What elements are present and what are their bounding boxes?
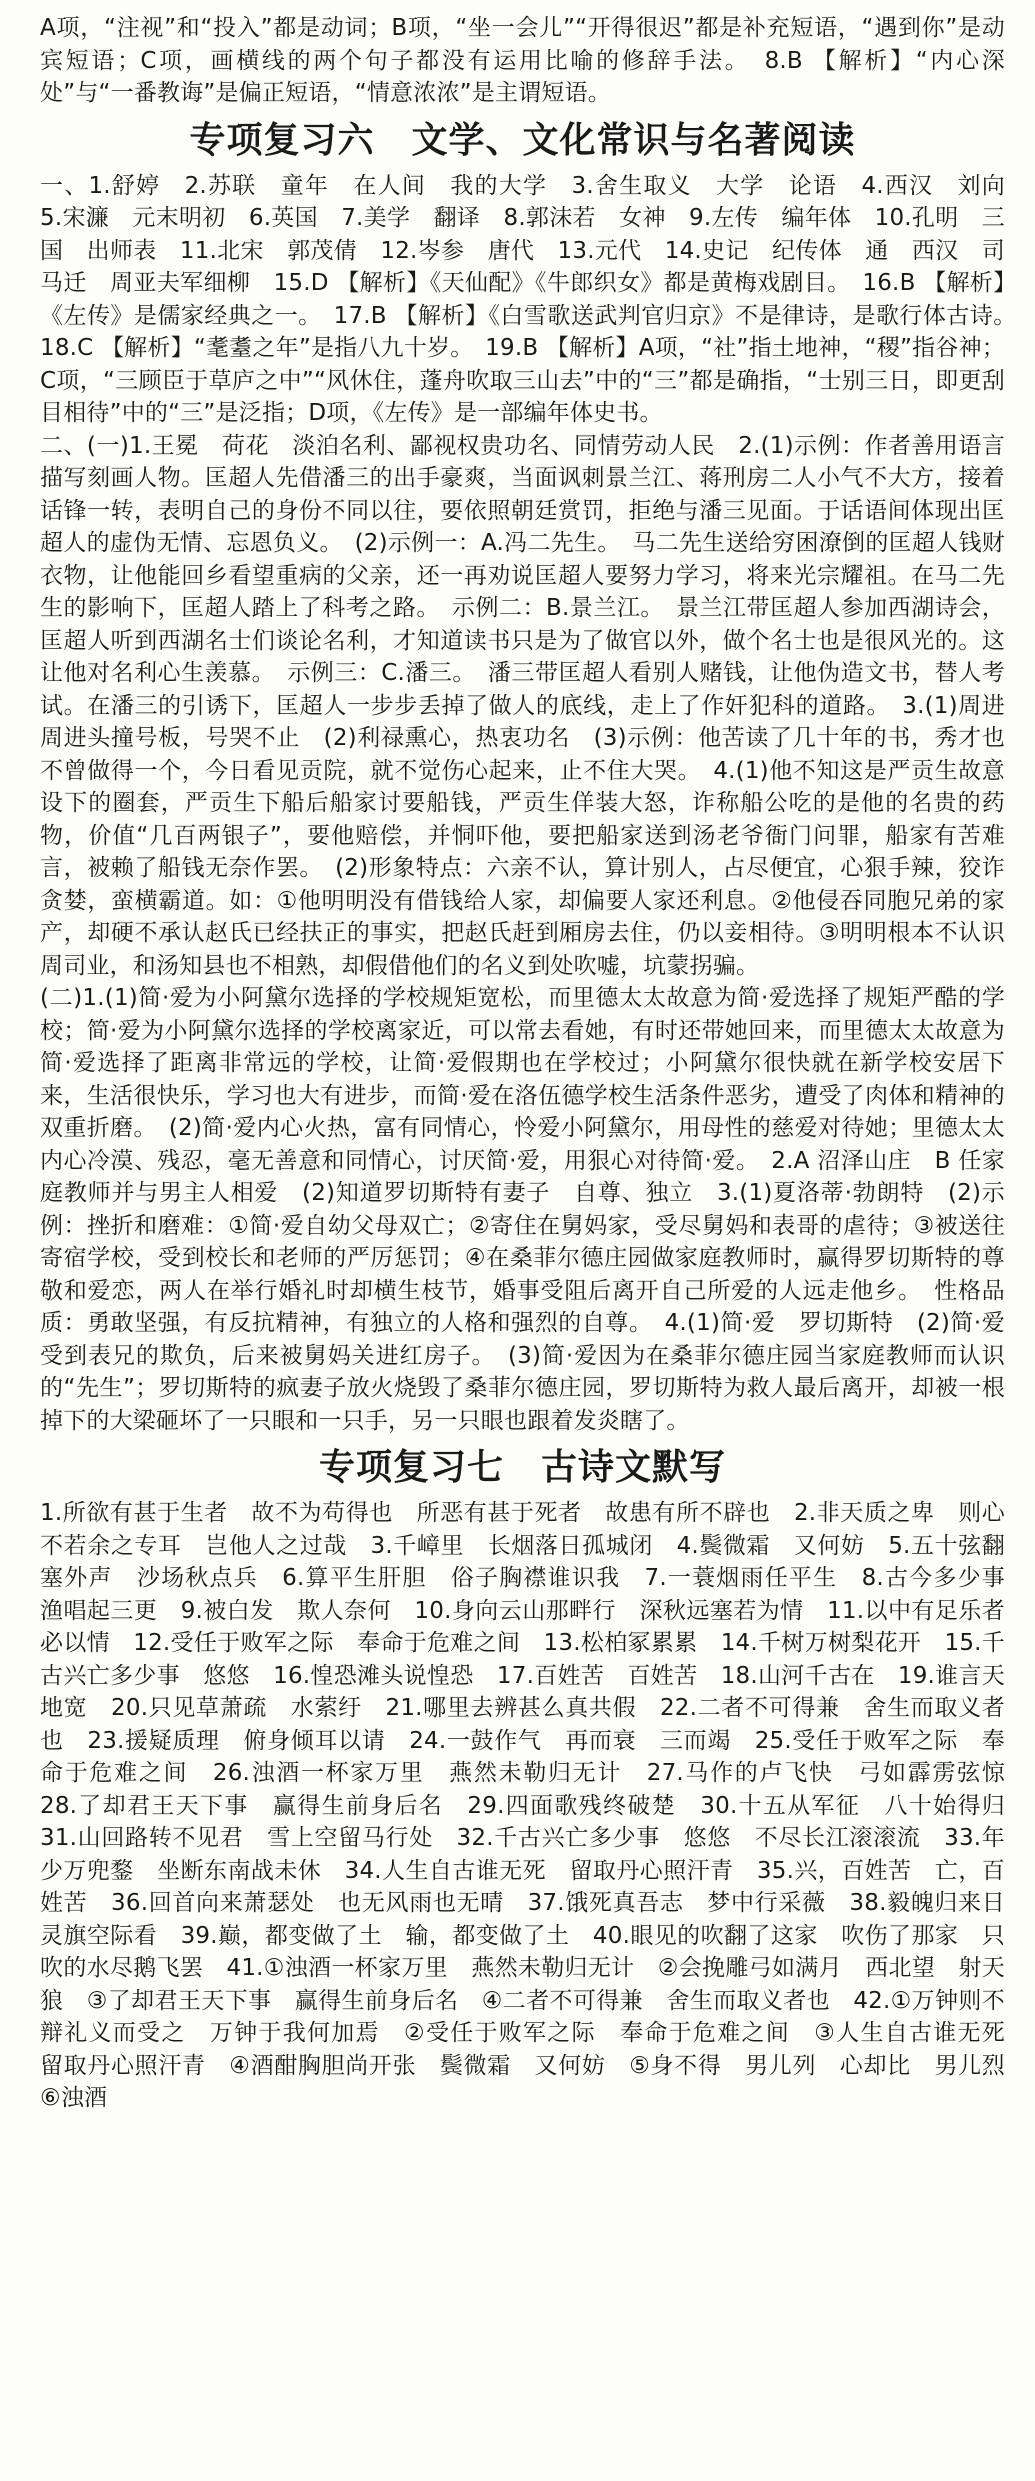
section-7-title: 专项复习七 古诗文默写: [318, 1447, 726, 1488]
intro-paragraph: A项，“注视”和“投入”都是动词；B项，“坐一会儿”“开得很迟”都是补充短语，“遇到你”是动宾短语；C项，画横线的两个句子都没有运用比喻的修辞手法。 8.B 【解析】“内心深处”与“一番教诲”是偏正短语，“情意浓浓”是主谓短语。: [40, 15, 1005, 106]
section-6-part-2-1: 二、(一)1.王冕 荷花 淡泊名利、鄙视权贵功名、同情劳动人民 2.(1)示例：作者善用语言描写刻画人物。匡超人先借潘三的出手豪爽，当面讽刺景兰江、蒋刑房二人小气不大方，接着话锋一转，表明自己的身份不同以往，要依照朝廷赏罚，拒绝与潘三见面。于话语间体现出匡超人的虚伪无情、忘恩负义。 (2)示例一：A.冯二先生。 马二先生送给穷困潦倒的匡超人钱财衣物，让他能回乡看望重病的父亲，还一再劝说匡超人要努力学习，将来光宗耀祖。在马二先生的影响下，匡超人踏上了科考之路。 示例二：B.景兰江。 景兰江带匡超人参加西湖诗会，匡超人听到西湖名士们谈论名利，才知道读书只是为了做官以外，做个名士也是很风光的。这让他对名利心生羡慕。 示例三：C.潘三。 潘三带匡超人看别人赌钱，让他伪造文书，替人考试。在潘三的引诱下，匡超人一步步丢掉了做人的底线，走上了作奸犯科的道路。 3.(1)周进 周进头撞号板，号哭不止 (2)利禄熏心，热衷功名 (3)示例：他苦读了几十年的书，秀才也不曾做得一个，今日看见贡院，就不觉伤心起来，止不住大哭。 4.(1)他不知这是严贡生故意设下的圈套，严贡生下船后船家讨要船钱，严贡生佯装大怒，诈称船公吃的是他的名贵的药物，价值“几百两银子”，要他赔偿，并恫吓他，要把船家送到汤老爷衙门问罪，船家有苦难言，被赖了船钱无奈作罢。 (2)形象特点：六亲不认，算计别人，占尽便宜，心狠手辣，狡诈贪婪，蛮横霸道。如：①他明明没有借钱给人家，却偏要人家还利息。②他侵吞同胞兄弟的家产，却硬不承认赵氏已经扶正的事实，把赵氏赶到厢房去住，仍以妾相待。③明明根本不认识周司业，和汤知县也不相熟，却假借他们的名义到处吹嘘，坑蒙拐骗。: [40, 432, 1029, 979]
section-6-part-1: 一、1.舒婷 2.苏联 童年 在人间 我的大学 3.舍生取义 大学 论语 4.西汉 刘向 5.宋濂 元末明初 6.英国 7.美学 翻译 8.郭沫若 女神 9.左传 编年体 10.孔明 三国 出师表 11.北宋 郭茂倩 12.岑参 唐代 13.元代 14.史记 纪传体 通 西汉 司马迁 周亚夫军细柳 15.D 【解析】《天仙配》《牛郎织女》都是黄梅戏剧目。 16.B 【解析】《左传》是儒家经典之一。 17.B 【解析】《白雪歌送武判官归京》不是律诗，是歌行体古诗。 18.C 【解析】“耄耋之年”是指八九十岁。 19.B 【解析】A项，“社”指土地神，“稷”指谷神；C项，“三顾臣于草庐之中”“风休住，蓬舟吹取三山去”中的“三”都是确指，“士别三日，即更刮目相待”中的“三”是泛指；D项，《左传》是一部编年体史书。: [40, 172, 1029, 426]
section-7-answers: 1.所欲有甚于生者 故不为苟得也 所恶有甚于死者 故患有所不辟也 2.非天质之卑 则心不若余之专耳 岂他人之过哉 3.千嶂里 长烟落日孤城闭 4.鬓微霜 又何妨 5.五十弦翻塞外声 沙场秋点兵 6.算平生肝胆 俗子胸襟谁识我 7.一蓑烟雨任平生 8.古今多少事 渔唱起三更 9.被白发 欺人奈何 10.身向云山那畔行 深秋远塞若为情 11.以中有足乐者 必以情 12.受任于败军之际 奉命于危难之间 13.松柏冢累累 14.千树万树梨花开 15.千古兴亡多少事 悠悠 16.惶恐滩头说惶恐 17.百姓苦 百姓苦 18.山河千古在 19.谁言天地宽 20.只见草萧疏 水萦纡 21.哪里去辨甚么真共假 22.二者不可得兼 舍生而取义者也 23.援疑质理 俯身倾耳以请 24.一鼓作气 再而衰 三而竭 25.受任于败军之际 奉命于危难之间 26.浊酒一杯家万里 燕然未勒归无计 27.马作的卢飞快 弓如霹雳弦惊 28.了却君王天下事 赢得生前身后名 29.四面歌残终破楚 30.十五从军征 八十始得归 31.山回路转不见君 雪上空留马行处 32.千古兴亡多少事 悠悠 不尽长江滚滚流 33.年少万兜鍪 坐断东南战未休 34.人生自古谁无死 留取丹心照汗青 35.兴，百姓苦 亡，百姓苦 36.回首向来萧瑟处 也无风雨也无晴 37.饿死真吾志 梦中行采薇 38.毅魄归来日 灵旗空际看 39.巅，都变做了土 输，都变做了土 40.眼见的吹翻了这家 吹伤了那家 只吹的水尽鹅飞罢 41.①浊酒一杯家万里 燕然未勒归无计 ②会挽雕弓如满月 西北望 射天狼 ③了却君王天下事 赢得生前身后名 ④二者不可得兼 舍生而取义者也 42.①万钟则不辩礼义而受之 万钟于我何加焉 ②受任于败军之际 奉命于危难之间 ③人生自古谁无死 留取丹心照汗青 ④酒酣胸胆尚开张 鬓微霜 又何妨 ⑤身不得 男儿列 心却比 男儿烈 ⑥浊酒: [40, 1500, 1029, 2111]
section-6-part-2-2: (二)1.(1)简·爱为小阿黛尔选择的学校规矩宽松，而里德太太故意为简·爱选择了规矩严酷的学校；简·爱为小阿黛尔选择的学校离家近，可以常去看她，有时还带她回来，而里德太太故意为简·爱选择了距离非常远的学校，让简·爱假期也在学校过；小阿黛尔很快就在新学校安居下来，生活很快乐，学习也大有进步，而简·爱在洛伍德学校生活条件恶劣，遭受了肉体和精神的双重折磨。 (2)简·爱内心火热，富有同情心，怜爱小阿黛尔，用母性的慈爱对待她；里德太太内心冷漠、残忍，毫无善意和同情心，讨厌简·爱，用狠心对待简·爱。 2.A 沼泽山庄 B 任家庭教师并与男主人相爱 (2)知道罗切斯特有妻子 自尊、独立 3.(1)夏洛蒂·勃朗特 (2)示例：挫折和磨难：①简·爱自幼父母双亡；②寄住在舅妈家，受尽舅妈和表哥的虐待；③被送往寄宿学校，受到校长和老师的严厉惩罚；④在桑菲尔德庄园做家庭教师时，赢得罗切斯特的尊敬和爱恋，两人在举行婚礼时却横生枝节，婚事受阻后离开自己所爱的人远走他乡。 性格品质：勇敢坚强，有反抗精神，有独立的人格和强烈的自尊。 4.(1)简·爱 罗切斯特 (2)简·爱受到表兄的欺负，后来被舅妈关进红房子。 (3)简·爱因为在桑菲尔德庄园当家庭教师而认识的“先生”；罗切斯特的疯妻子放火烧毁了桑菲尔德庄园，罗切斯特为救人最后离开，却被一根掉下的大梁砸坏了一只眼和一只手，另一只眼也跟着发炎瞎了。: [40, 985, 1005, 1434]
section-6-title: 专项复习六 文学、文化常识与名著阅读: [189, 119, 856, 161]
